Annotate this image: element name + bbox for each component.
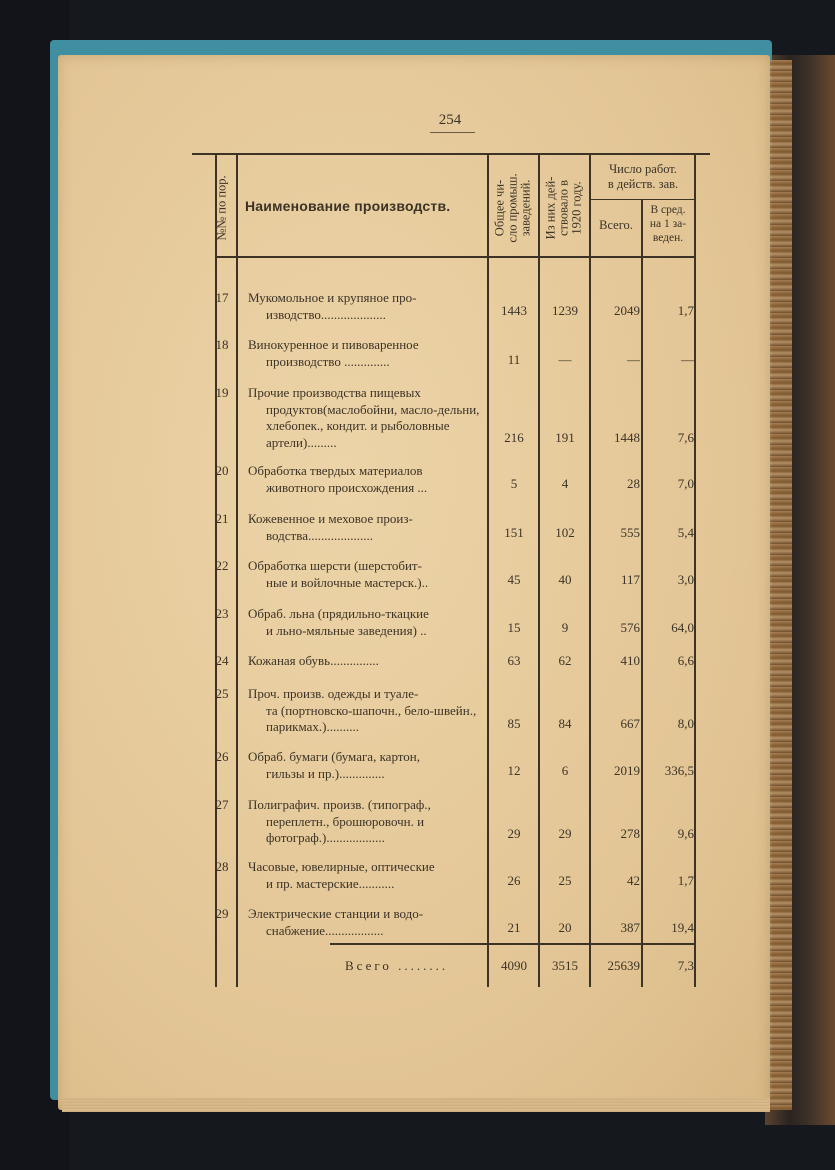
header-workers-average: В сред. на 1 за- веден.: [649, 204, 687, 244]
cell-workers: 2049: [614, 303, 640, 318]
cell-total: 12: [507, 763, 521, 778]
col-divider-workers: [589, 155, 591, 987]
row-number: 26: [215, 749, 229, 764]
cell-average: 7,0: [677, 476, 694, 491]
cell-workers: 410: [620, 653, 640, 668]
row-name: Обработка шерсти (шерстобит- ные и войлочные мастерск.)..: [248, 558, 429, 590]
cell-average: 6,6: [677, 653, 694, 668]
cell-active: 6: [561, 763, 569, 778]
cell-workers: 2019: [614, 763, 640, 778]
group-header-rule: [591, 199, 695, 200]
header-name: Наименование производств.: [245, 198, 451, 214]
total-top-rule: [330, 943, 694, 945]
cell-total: 151: [504, 525, 524, 540]
cell-active: 4: [561, 476, 569, 491]
cell-workers: 555: [620, 525, 640, 540]
col-divider-name: [236, 155, 238, 987]
row-number: 22: [215, 558, 229, 573]
cell-average: 5,4: [677, 525, 694, 540]
row-name: Прочие производства пищевых продуктов(маслобойни, масло-дельни, хлебопек., кондит. и рыболовные артели).........: [248, 385, 480, 450]
header-bottom-rule: [215, 256, 695, 258]
total-workers: 25639: [607, 958, 640, 973]
header-total-enterprises: Общее чи- сло промыш. заведений.: [492, 173, 533, 243]
cell-average: 7,6: [677, 430, 694, 445]
cell-active: 191: [555, 430, 575, 445]
row-name: Обраб. льна (прядильно-ткацкие и льно-мяльные заведения) ..: [248, 606, 429, 638]
total-label: Всего ........: [345, 958, 449, 973]
row-name: Мукомольное и крупяное про- изводство....................: [248, 290, 417, 322]
cell-average: 8,0: [677, 716, 694, 731]
col-divider-total: [487, 155, 489, 987]
total-active: 3515: [552, 958, 578, 973]
cell-active: 20: [558, 920, 572, 935]
cell-workers: 117: [620, 572, 640, 587]
cell-average: 64,0: [671, 620, 694, 635]
row-name: Обраб. бумаги (бумага, картон, гильзы и пр.)..............: [248, 749, 421, 781]
cell-total: 21: [507, 920, 521, 935]
cell-average: 9,6: [677, 826, 694, 841]
cell-average: 1,7: [677, 873, 694, 888]
cell-total: 5: [510, 476, 518, 491]
col-divider-right: [694, 155, 696, 987]
cell-workers: 28: [627, 476, 640, 491]
row-number: 21: [215, 511, 229, 526]
header-number: №№ по пор.: [214, 175, 229, 241]
cell-total: 63: [507, 653, 521, 668]
total-enterprises: 4090: [501, 958, 527, 973]
cell-total: 85: [507, 716, 521, 731]
row-number: 19: [215, 385, 229, 400]
cell-average: —: [681, 352, 694, 367]
cell-total: 216: [504, 430, 524, 445]
cell-active: 9: [561, 620, 569, 635]
cell-active: 62: [558, 653, 572, 668]
row-number: 25: [215, 686, 229, 701]
cell-active: 84: [558, 716, 572, 731]
row-number: 28: [215, 859, 229, 874]
row-name: Полиграфич. произв. (типограф., переплетн., брошюровочн. и фотограф.)..................: [248, 797, 431, 845]
cell-average: 336,5: [664, 763, 694, 778]
row-name: Электрические станции и водо- снабжение..................: [248, 906, 424, 938]
cell-total: 45: [507, 572, 521, 587]
col-divider-active: [538, 155, 540, 987]
row-name: Обработка твердых материалов животного происхождения ...: [248, 463, 428, 495]
row-number: 17: [215, 290, 229, 305]
cell-workers: 278: [620, 826, 640, 841]
cell-total: 1443: [501, 303, 527, 318]
cell-active: 25: [558, 873, 572, 888]
cell-workers: 42: [627, 873, 640, 888]
cell-active: 102: [555, 525, 575, 540]
row-number: 18: [215, 337, 229, 352]
row-number: 23: [215, 606, 229, 621]
page-bottom-edge: [62, 1098, 770, 1112]
row-number: 27: [215, 797, 229, 812]
table-top-rule: [192, 153, 710, 155]
cell-total: 11: [507, 352, 521, 367]
row-number: 24: [215, 653, 229, 668]
row-number: 20: [215, 463, 229, 478]
row-name: Проч. произв. одежды и туале- та (портновско-шапочн., бело-швейн., парикмах.)..........: [248, 686, 477, 734]
page-number-rule: [430, 132, 475, 133]
cell-active: 29: [558, 826, 572, 841]
cell-active: 1239: [552, 303, 578, 318]
cell-total: 26: [507, 873, 521, 888]
cell-workers: 667: [620, 716, 640, 731]
cell-total: 15: [507, 620, 521, 635]
cell-average: 1,7: [677, 303, 694, 318]
cell-workers: 1448: [614, 430, 640, 445]
header-workers-group: Число работ. в действ. зав.: [607, 162, 679, 191]
page-stack-edge: [770, 60, 792, 1110]
page-number: 254: [438, 112, 462, 128]
cell-workers: —: [627, 352, 640, 367]
cell-active: —: [558, 352, 572, 367]
cell-workers: 387: [620, 920, 640, 935]
header-active-1920: Из них дей- ствовало в 1920 году.: [543, 176, 584, 240]
row-number: 29: [215, 906, 229, 921]
cell-average: 3,0: [677, 572, 694, 587]
cell-active: 40: [558, 572, 572, 587]
total-average: 7,3: [677, 958, 694, 973]
cell-average: 19,4: [671, 920, 694, 935]
row-name: Часовые, ювелирные, оптические и пр. мастерские...........: [248, 859, 435, 891]
cell-total: 29: [507, 826, 521, 841]
row-name: Кожаная обувь...............: [248, 653, 379, 668]
header-workers-total: Всего.: [599, 218, 633, 232]
row-name: Кожевенное и меховое произ- водства....................: [248, 511, 413, 543]
cell-workers: 576: [620, 620, 640, 635]
row-name: Винокуренное и пивоваренное производство ..............: [248, 337, 419, 369]
